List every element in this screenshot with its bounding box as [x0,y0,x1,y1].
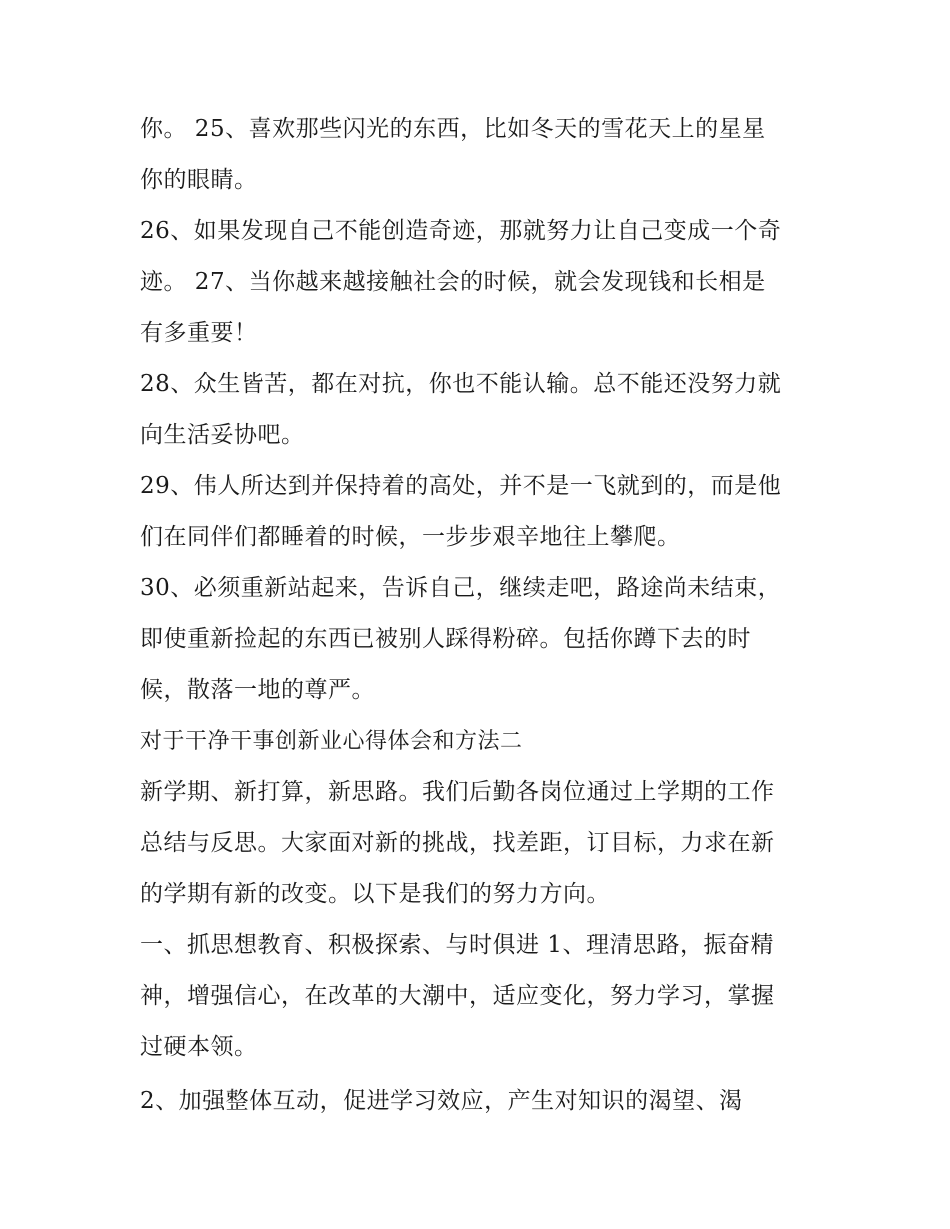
text-line: 总结与反思。大家面对新的挑战，找差距，订目标，力求在新 [140,830,775,856]
text-line: 的学期有新的改变。以下是我们的努力方向。 [140,881,610,907]
text-line: 即使重新捡起的东西已被别人踩得粉碎。包括你蹲下去的时 [140,626,751,652]
text-line: 过硬本领。 [140,1034,258,1060]
document-body [140,104,830,1127]
text-line: 你的眼睛。 [140,167,258,193]
text-line: 26、如果发现自己不能创造奇迹，那就努力让自己变成一个奇 [140,218,782,244]
text-line: 29、伟人所达到并保持着的高处，并不是一飞就到的，而是他 [140,473,782,499]
text-line: 向生活妥协吧。 [140,422,305,448]
text-line: 一、抓思想教育、积极探索、与时俱进 1、理清思路，振奋精 [140,932,774,958]
text-line: 新学期、新打算，新思路。我们后勤各岗位通过上学期的工作 [140,779,775,805]
text-line: 你。 25、喜欢那些闪光的东西，比如冬天的雪花天上的星星 [140,116,766,142]
text-line: 神，增强信心，在改革的大潮中，适应变化，努力学习，掌握 [140,983,775,1009]
text-line: 2、加强整体互动，促进学习效应，产生对知识的渴望、渴 [140,1088,743,1114]
section-heading: 对于干净干事创新业心得体会和方法二 [140,729,523,754]
text-line: 们在同伴们都睡着的时候，一步步艰辛地往上攀爬。 [140,524,681,550]
text-line: 候，散落一地的尊严。 [140,677,375,703]
text-line: 有多重要！ [140,320,258,346]
text-line: 迹。 27、当你越来越接触社会的时候，就会发现钱和长相是 [140,269,766,295]
text-line: 28、众生皆苦，都在对抗，你也不能认输。总不能还没努力就 [140,371,782,397]
text-line: 30、必须重新站起来，告诉自己，继续走吧，路途尚未结束， [140,575,782,601]
